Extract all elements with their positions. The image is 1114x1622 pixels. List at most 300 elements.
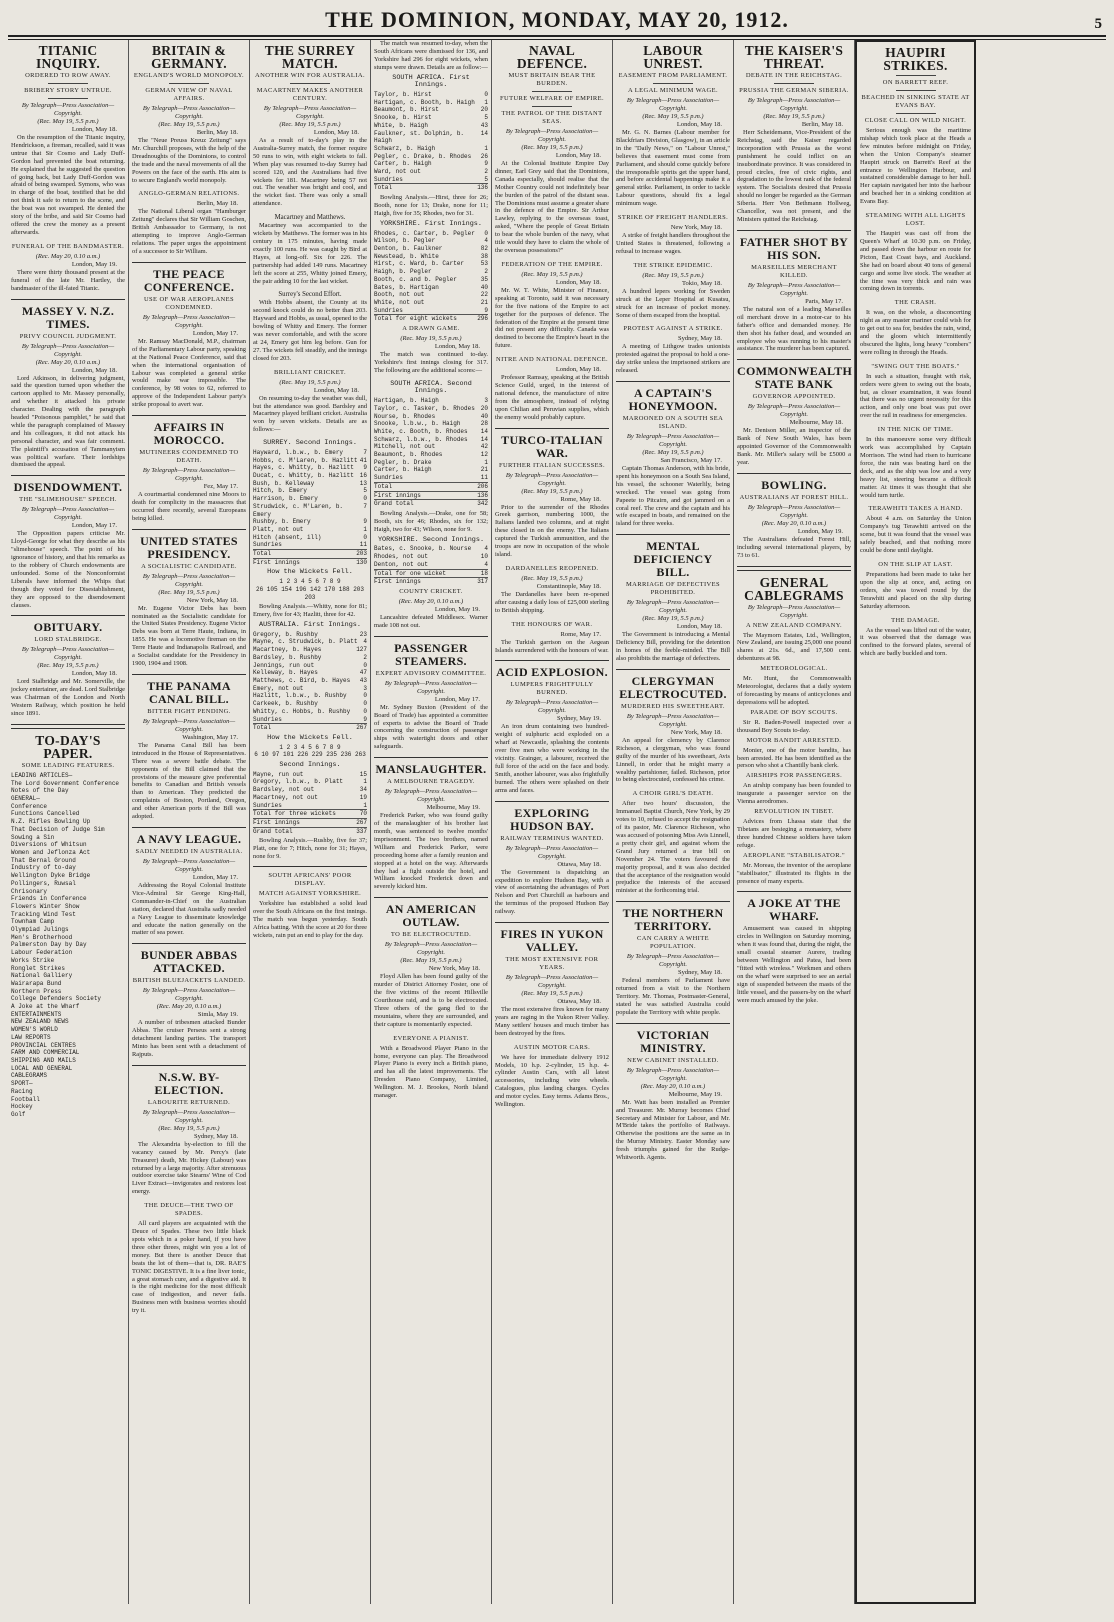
batsman: Taylor, c. Tasker, b. Rhodes	[374, 404, 475, 412]
article-father-shot	[737, 236, 851, 353]
batsman: Sundries	[374, 306, 403, 314]
runs: 42	[480, 443, 488, 451]
masthead-title: THE DOMINION, MONDAY, MAY 20, 1912.	[325, 7, 789, 32]
subheadline: DEBATE IN THE REICHSTAG.	[745, 72, 843, 79]
runs: 5	[363, 487, 367, 495]
article-clergyman	[616, 675, 730, 784]
score-total-row	[253, 558, 367, 567]
section-swing-boats	[860, 363, 971, 420]
runs: 11	[359, 541, 367, 549]
dateline: Paris, May 17.	[805, 297, 843, 305]
score-row	[374, 91, 488, 99]
batsman: Mitchell, not out	[374, 443, 436, 451]
cablegram-heading: MOTOR BANDIT ARRESTED.	[746, 736, 842, 744]
total-value: 136	[477, 184, 488, 192]
received-time: (Rec. May 20, 0.10 a.m.)	[35, 252, 101, 260]
article-body: The Panama Canal Bill has been introduced in the House of Representatives. There was a severe battle debate. The opponents of the Bill claimed that the provisions of the measure give preferential benefits to Canadian and British vessels than to American. They predicted the complaints of Boston, Portland, Oregon, and other American ports if the Bill was adopted.	[132, 741, 246, 821]
subheadline: LABOURITE RETURNED.	[147, 1098, 231, 1106]
batsman: Whitty, c. Hobbs, b. Rushby	[253, 707, 351, 715]
contents-item: Industry of to-day	[11, 864, 76, 872]
score-row	[253, 794, 367, 802]
batsman: Taylor, b. Hirst	[374, 91, 432, 99]
byline: By Telegraph—Press Association—Copyright.	[142, 572, 236, 588]
runs: 0	[363, 707, 367, 715]
score-row	[374, 451, 488, 459]
score-row	[374, 466, 488, 474]
contents-item: Wellington Dyke Bridge	[11, 872, 91, 880]
score-row	[253, 472, 367, 480]
byline: By Telegraph—Press Association—Copyright.	[505, 974, 599, 990]
runs: 4	[484, 545, 488, 553]
column-3	[250, 40, 371, 1604]
divider	[616, 901, 730, 902]
dateline: London, May 18.	[555, 366, 601, 374]
contents-item: Football	[11, 1095, 40, 1103]
headline: PASSENGER STEAMERS.	[394, 640, 468, 668]
batsman: Matthews, c. Bird, b. Hayes	[253, 676, 351, 684]
subheadline: LUMPERS FRIGHTFULLY BURNED.	[510, 681, 594, 697]
article-general-cablegrams	[737, 576, 851, 886]
contents-item: Men's Brotherhood	[11, 933, 73, 941]
headline: AFFAIRS IN MOROCCO.	[153, 420, 225, 448]
dateline: Melbourne, May 19.	[668, 1090, 722, 1098]
runs: 20	[480, 106, 488, 114]
subheadline: CAN CARRY A WHITE POPULATION.	[637, 935, 709, 951]
headline: FIRES IN YUKON VALLEY.	[500, 927, 604, 955]
subheadline: ENGLAND'S WORLD MONOPOLY.	[133, 72, 245, 79]
score-row	[374, 436, 488, 444]
subheadline: BRILLIANT CRICKET.	[274, 368, 346, 376]
score-total-row	[374, 314, 488, 323]
contents-item: SPORT—	[11, 1080, 33, 1088]
divider	[132, 674, 246, 675]
runs: 127	[356, 646, 367, 654]
article-disendowment	[11, 481, 125, 609]
score-row	[374, 553, 488, 561]
divider	[132, 827, 246, 828]
total-value: 267	[356, 818, 367, 826]
wickets-numbers: 1 2 3 4 5 6 7 8 9	[279, 743, 341, 751]
runs: 28	[480, 420, 488, 428]
total-value: 317	[477, 578, 488, 586]
article-body: Lancashire defeated Middlesex. Warner made 108 not out.	[374, 613, 488, 629]
total-label: Total	[253, 724, 272, 732]
received-time: (Rec. May 19, 5.5 p.m.)	[158, 121, 220, 128]
byline: By Telegraph—Press Association—Copyright.	[505, 471, 599, 487]
batsman: Booth, c. and b. Pegler	[374, 275, 457, 283]
dateline: London, May 17.	[434, 695, 480, 703]
batsman: Hitch, b. Emery	[253, 487, 308, 495]
batsman: Beaumont, b. Hirst	[374, 106, 439, 114]
runs: 9	[484, 306, 488, 314]
batsman: Schwarz, l.b.w., b. Rhodes	[374, 435, 468, 443]
byline: By Telegraph—Press Association—Copyright.	[505, 699, 599, 715]
byline: By Telegraph—Press Association—Copyright.	[21, 102, 115, 117]
batsman: Newstead, b. White	[374, 252, 439, 260]
contents-item: N.Z. Rifles Bowling Up	[11, 818, 91, 826]
contents-item: Hockey	[11, 1103, 33, 1111]
score-row	[374, 545, 488, 553]
score-row	[253, 692, 367, 700]
article-bowling	[737, 479, 851, 560]
runs: 19	[359, 793, 367, 801]
score-row	[374, 168, 488, 176]
article-body: Preparations had been made to take her upon the slip at once, and, acting on orders, she was towed round by the Terawhiti and placed on the slip during Saturday afternoon.	[860, 570, 971, 610]
score-row	[253, 480, 367, 488]
batsman: Kelleway, b. Hayes	[253, 669, 318, 677]
byline: By Telegraph—Press Association—Copyright.	[142, 717, 236, 733]
wickets-table	[253, 735, 367, 759]
runs: 26	[480, 152, 488, 160]
cablegram-heading: AIRSHIPS FOR PASSENGERS.	[745, 772, 843, 780]
scorecard-title: Second Innings.	[279, 761, 341, 770]
article-body: After two hours' discussion, the Immanuel Baptist Church, New York, by 29 votes to 10, refused to accept the resignation of its pastor, Mr. Clarence Richeson, who was accused of poisoning Miss Avis Linnell, a pretty choir girl, and against whom the Grand Jury returned a true bill on November 24. The voters favoured the majority proposal, and it was also decided that the acceptance of the resignation would prejudice the interests of the accused minister at the forthcoming trial.	[616, 800, 731, 895]
headline: TO-DAY'S PAPER.	[35, 732, 101, 761]
total-value: 296	[477, 315, 488, 323]
byline: By Telegraph—Press Association—Copyright.	[626, 97, 720, 112]
article-nsw-election	[132, 1071, 246, 1196]
article-surreys-second	[253, 291, 367, 362]
runs: 38	[480, 252, 488, 260]
subheadline: NEW CABINET INSTALLED.	[627, 1056, 719, 1064]
article-honours	[495, 621, 609, 655]
divider	[253, 866, 367, 867]
batsman: Ward, not out	[374, 168, 421, 176]
runs: 14	[480, 129, 488, 137]
contents-item: CABLEGRAMS	[11, 1072, 48, 1080]
runs: 41	[359, 456, 367, 464]
batsman: Bates, b. Hartigan	[374, 283, 439, 291]
subheadline: TERAWHITI TAKES A HAND.	[868, 505, 963, 513]
runs: 2	[484, 268, 488, 276]
scorecard	[374, 537, 488, 586]
score-row	[374, 130, 488, 145]
runs: 47	[359, 669, 367, 677]
scorecard-title: YORKSHIRE. Second Innings.	[377, 535, 485, 544]
article-body: Federal members of Parliament have returned from a visit to the Northern Territory. Mr. Thomas, Postmaster-General, stated he was satisfied Australia could populate the Territory with white people.	[616, 977, 730, 1016]
score-row	[253, 716, 367, 724]
received-time: (Rec. May 19, 5.5 p.m.)	[521, 270, 583, 278]
score-row	[253, 786, 367, 794]
article-body: The Australians defeated Forest Hill, including several international players, by 73 to 61.	[737, 535, 851, 559]
dateline: Sydney, May 18.	[194, 1132, 238, 1140]
headline: OBITUARY.	[33, 620, 103, 635]
article-kaisers-threat	[737, 44, 851, 224]
contents-item: Northern Press	[11, 987, 62, 995]
article-body: The Government is dispatching an expedition to explore Hudson Bay, with a view of ascertaining the advantages of Port Nelson and Port Churchill as harbours and the terminus of the proposed Hudson Bay railway.	[495, 868, 609, 916]
subheadline: FUTURE WELFARE OF EMPIRE.	[499, 95, 604, 102]
headline: LABOUR UNREST.	[643, 43, 703, 71]
dateline: London, May 18.	[313, 386, 359, 394]
article-body: Lord Stalbridge and Mr. Somerville, the jockey entertainer, are dead. Lord Stalbridge was Chairman of the London and North Western Railway, which position he held since 1891.	[11, 678, 125, 718]
received-time: (Rec. May 19, 5.5 p.m.)	[37, 118, 99, 125]
divider	[11, 299, 125, 300]
separator	[774, 83, 814, 84]
byline: By Telegraph—Press Association—Copyright.	[747, 503, 841, 519]
score-row	[374, 253, 488, 261]
subheadline: PROTEST AGAINST A STRIKE.	[623, 325, 723, 333]
article-body: An appeal for clemency by Clarence Richeson, a clergyman, who was found guilty of the murder of his sweetheart, Avis Linnell, in order that he might marry a wealthy parishioner, failed. Richeson, prior to being electrocuted, confessed his crime.	[616, 736, 730, 784]
score-total-row	[374, 183, 488, 192]
batsman: Sundries	[253, 541, 282, 549]
separator	[532, 91, 572, 92]
headline: A CAPTAIN'S HONEYMOON.	[628, 386, 718, 414]
score-row	[374, 413, 488, 421]
subheadline: FEDERATION OF THE EMPIRE.	[501, 260, 603, 268]
subheadline: THE DAMAGE.	[891, 616, 940, 624]
headline: BOWLING.	[761, 477, 827, 492]
received-time: (Rec. May 19, 5.5 p.m.)	[642, 449, 704, 457]
article-body: A strike of freight handlers throughout the United States is threatened, following a refusal to increase wages.	[616, 232, 730, 255]
article-nitre	[495, 356, 609, 421]
divider	[132, 943, 246, 944]
article-body: Captain Thomas Anderson, with his bride, spent his honeymoon on a South Sea Island, his vessel, the schooner Waterlily, being wrecked. The vessel was going from Papeete to Pitcairn, and got jammed on a coral reef. The crew and the captain and his wife escaped in boats, and remained on the island for three weeks.	[616, 465, 730, 528]
contents-item: Flowers Winter Show	[11, 902, 80, 910]
runs: 4	[484, 237, 488, 245]
batsman: Bates, c. Snooke, b. Nourse	[374, 545, 472, 553]
article-body: With Hobbs absent, the County at its second knock could do no better than 203. Hayward and Hobbs, as usual, opened to the bowling of Whitty and Emery. The former was never comfortable, and with the score at 24, Emery got him leg before. Gun for 27. The wickets fell steadily, and the innings closed for 203.	[253, 299, 367, 362]
batsman: Rhodes, not out	[374, 553, 429, 561]
article-body: Amusement was caused in shipping circles in Wellington on Saturday morning, when it was found that, during the night, the small coastal steamer Aurere, trading between Wellington and Patea, had been "fitted with wireless." Workmen and others on the wharf were surprised to see an aerial sign of suspended between the masts of the little vessel, and the passers-by on the wharf were much amused by the joke.	[737, 925, 851, 1004]
section-crash	[860, 299, 971, 356]
dateline: London, May 19.	[797, 527, 843, 535]
subheadline: PRUSSIA THE GERMAN SIBERIA.	[739, 87, 849, 94]
dateline: New York, May 18.	[186, 596, 238, 604]
article-body: At the Colonial Institute Empire Day dinner, Earl Grey said that the Dominions, Canada especially, should realise that the Mother Country could not indefinitely bear the burden of the patrol of the distant seas. The Dominions must assume a greater share in the defence of the Empire. Sir Arthur Lawley, replying to the overseas toast, asked, "Where the people of Great Britain to bear the whole burden of the navy, what title would they have to claim the whole of the overseas possessions?"	[495, 160, 609, 254]
article-body: Addressing the Royal Colonial Institute Vice-Admiral Sir George King-Hall, Commander-in-Chief on the Australian station, declared that Australia sadly needed a Navy League to disseminate knowledge and educate the nation generally on the matter of sea power.	[132, 881, 246, 937]
score-row	[374, 284, 488, 292]
received-time: (Rec. May 19, 5.5 p.m.)	[521, 144, 583, 151]
runs: 22	[480, 291, 488, 299]
article-navy-league	[132, 833, 246, 937]
batsman: Sundries	[374, 474, 403, 482]
article-dardanelles	[495, 565, 609, 615]
divider	[132, 262, 246, 263]
contents-item: Women and Jeflonza Act	[11, 849, 91, 856]
separator	[290, 83, 330, 84]
runs: 0	[363, 533, 367, 541]
headline: MANSLAUGHTER.	[375, 762, 487, 777]
dateline: Washington, May 17.	[182, 733, 238, 741]
batsman: Bardsley, b. Rushby	[253, 653, 322, 661]
subheadline: A SOCIALISTIC CANDIDATE.	[141, 562, 237, 570]
dateline: Ottawa, May 18.	[557, 860, 601, 868]
received-time: (Rec. May 19, 5.5 p.m.)	[642, 615, 704, 623]
total-label: Grand total	[253, 827, 293, 835]
subheadline: A DRAWN GAME.	[402, 325, 460, 333]
total-value: 342	[477, 500, 488, 508]
advertisement-spades	[132, 1202, 246, 1315]
contents-item: Diversions of Whitsun	[11, 841, 87, 849]
article-victorian-ministry	[616, 1029, 730, 1162]
runs: 16	[359, 472, 367, 479]
received-time: (Rec. May 19, 5.5 p.m.)	[642, 271, 704, 279]
headline: THE SURREY MATCH.	[264, 43, 356, 71]
contents-item: College Defenders Society	[11, 995, 102, 1003]
score-row	[253, 503, 367, 518]
article-peace-conference	[132, 268, 246, 409]
score-row	[253, 685, 367, 693]
score-total-row	[253, 723, 367, 732]
advertisement-austin	[495, 1044, 609, 1109]
score-row	[374, 122, 488, 130]
batsman: Hazlitt, l.b.w., b. Rushby	[253, 692, 347, 700]
contents-item: That Bernal Ground	[11, 856, 76, 864]
dateline: Sydney, May 19.	[557, 715, 601, 723]
contents-item: Functions Cancelled	[11, 810, 80, 818]
runs: 23	[359, 630, 367, 638]
subheadline: RAILWAY TERMINUS WANTED.	[500, 834, 604, 842]
dateline: London, May 18.	[434, 343, 480, 351]
contents-item: Golf	[11, 1110, 26, 1118]
dateline: New York, May 18.	[670, 728, 722, 736]
runs: 9	[484, 160, 488, 168]
section-terawhiti	[860, 505, 971, 555]
dateline: London, May 18.	[71, 670, 117, 678]
scorecard-title: YORKSHIRE. First Innings.	[380, 219, 482, 228]
runs: 0	[363, 700, 367, 708]
score-row	[253, 646, 367, 654]
batsman: Gregory, l.b.w., b. Platt	[253, 778, 344, 786]
runs: 1	[484, 458, 488, 466]
scorecard-title: SOUTH AFRICA. First Innings.	[392, 73, 470, 90]
dateline: London, May 19.	[71, 260, 117, 268]
batsman: Macartney, b. Hayes	[253, 646, 322, 654]
article-naval-defence	[495, 44, 609, 255]
scorecard	[253, 440, 367, 566]
score-row	[253, 526, 367, 534]
divider	[132, 1065, 246, 1066]
article-massey	[11, 305, 125, 470]
divider	[495, 922, 609, 923]
contents-item: LEADING ARTICLES—	[11, 771, 73, 779]
subheadline: SOUTH AFRICANS' POOR DISPLAY.	[268, 872, 352, 888]
headline: N.S.W. BY-ELECTION.	[154, 1069, 224, 1097]
headline: A NAVY LEAGUE.	[136, 831, 242, 846]
article-body: Mr. Sydney Buxton (President of the Board of Trade) has appointed a committee of experts to advise the Board of Trade concerning the construction of passenger ships with watertight doors and other safeguards.	[374, 703, 488, 751]
received-time: (Rec. May 19, 5.5 p.m.)	[158, 588, 220, 596]
double-divider	[11, 724, 125, 729]
runs: 7	[363, 502, 367, 510]
dateline: London, May 18.	[676, 623, 722, 631]
wickets-title: How the Wickets Fell.	[267, 568, 353, 577]
article-protest-strike	[616, 325, 730, 375]
article-todays-paper	[11, 734, 125, 1119]
batsman: Gregory, b. Rushby	[253, 630, 318, 638]
separator	[896, 113, 936, 114]
score-row	[374, 106, 488, 114]
byline: By Telegraph—Press Association—Copyright.	[626, 953, 720, 969]
subheadline: AUSTRALIANS AT FOREST HILL.	[739, 493, 849, 501]
score-row	[374, 160, 488, 168]
runs: 34	[359, 786, 367, 794]
contents-item: SHIPPING AND MAILS	[11, 1056, 76, 1064]
dateline: Sydney, May 18.	[678, 335, 722, 343]
contents-item: Wairarapa Bund	[11, 979, 62, 987]
article-body: Macartney was accompanied to the wickets by Matthews. The former was in his century in 175 minutes, having made exactly 100 runs. He was caught by Bird at Hayes, at long-off. Six for 226. The partnership had added 149 runs. Macartney left the score at 255, Whitty joined Emery, the pair adding 10 for the last wicket.	[253, 222, 367, 285]
separator	[532, 106, 572, 107]
article-choir-girl	[616, 790, 730, 895]
batsman: Wilson, b. Pegler	[374, 237, 436, 245]
score-total-row	[374, 569, 488, 578]
contents-item: PROVINCIAL CENTRES	[11, 1041, 76, 1049]
batsman: Snooke, b. Hirst	[374, 114, 432, 122]
score-total-row	[253, 809, 367, 818]
dateline: London, May 19.	[434, 605, 480, 613]
score-row	[374, 230, 488, 238]
headline: THE KAISER'S THREAT.	[744, 43, 844, 71]
article-body: On resuming to-day the weather was dull, but the attendance was good. Bardsley and Macartney played brilliant cricket. Australia won by seven wickets. Details are as follows:—	[253, 394, 367, 434]
total-value: 337	[356, 827, 367, 835]
separator	[653, 83, 693, 84]
received-time: (Rec. May 20, 0.10 a.m.)	[156, 1003, 222, 1011]
score-row	[253, 518, 367, 526]
divider	[11, 615, 125, 616]
received-time: (Rec. May 19, 5.5 p.m.)	[521, 990, 583, 998]
divider	[132, 415, 246, 416]
article-body: Prior to the surrender of the Rhodes Greek garrison, numbering 1000, the Italians landed two columns, and at night these closed in on the enemy. The Italians captured the Turkish ammunition, and the troops are now in occupation of the whole island.	[495, 503, 609, 558]
article-body: About 4 a.m. on Saturday the Union Company's tug Terawhiti arrived on the scene, but it was found that the vessel was safely beached, and that nothing more could be done until daylight.	[860, 515, 971, 555]
runs: 3	[363, 684, 367, 692]
batsman: Sundries	[253, 715, 282, 723]
dateline: Melbourne, May 18.	[789, 419, 843, 427]
headline: GENERAL CABLEGRAMS	[744, 574, 844, 603]
contents-item: The Lord Government Conference	[11, 779, 120, 787]
divider	[374, 636, 488, 637]
total-value: 267	[356, 724, 367, 732]
divider	[616, 669, 730, 670]
headline: A JOKE AT THE WHARF.	[747, 896, 841, 924]
score-row	[253, 700, 367, 708]
headline: COMMONWEALTH STATE BANK	[737, 364, 853, 392]
received-time: (Rec. May 20, 0.10 a.m.)	[398, 597, 464, 605]
bowling-analysis: Bowling Analysis.—Hirst, three for 26; Booth, none for 13; Drake, none for 11; Haigh, five for 35; Rhodes, two for 31.	[374, 194, 488, 217]
column-4	[371, 40, 492, 1604]
total-value: 203	[356, 550, 367, 558]
dateline: London, May 18.	[555, 278, 601, 286]
contents-item: LOCAL AND GENERAL	[11, 1064, 73, 1072]
score-row	[253, 449, 367, 457]
score-total-row	[374, 577, 488, 586]
subheadline: ORDERED TO ROW AWAY.	[25, 72, 111, 79]
article-body: The National Liberal organ "Hamburger Zeitung" declares that Sir William Goschen, British Ambassador to Germany, is not attempting to improve Anglo-German relations. The paper urges the appointment of a successor to Sir William.	[132, 208, 246, 255]
scorecard-title: SOUTH AFRICA. Second Innings.	[390, 379, 472, 396]
dateline: Melbourne, May 19.	[426, 804, 480, 812]
article-manslaughter	[374, 763, 488, 891]
score-row	[374, 176, 488, 184]
article-turco-italian	[495, 434, 609, 559]
contents-item: Racing	[11, 1087, 33, 1095]
article-body: Mr. W. T. White, Minister of Finance, speaking at Toronto, said it was necessary for the five nations of the Empire to act together for the purposes of defence. The federation of the Empire at the present time did not present any difficulty. Canada was destined to become the Empire's heart in the future.	[495, 286, 609, 350]
runs: 21	[480, 298, 488, 306]
score-total-row	[374, 482, 488, 491]
score-row	[374, 428, 488, 436]
batsman: White, c. Booth, b. Rhodes	[374, 427, 468, 435]
byline: By Telegraph—Press Association—Copyright.	[142, 857, 236, 873]
article-american-outlaw	[374, 903, 488, 1028]
received-time: (Rec. May 19, 5.5 p.m.)	[400, 957, 462, 965]
article-federation	[495, 261, 609, 350]
contents-item: A Joke at the Wharf	[11, 1003, 80, 1011]
batsman: Hitch (absent, ill)	[253, 533, 322, 541]
column-1	[8, 40, 129, 1604]
headline: NAVAL DEFENCE.	[516, 43, 588, 71]
batsman: Ducat, c. Whitty, b. Hazlitt	[253, 472, 354, 479]
total-value: 130	[356, 558, 367, 566]
score-row	[374, 268, 488, 276]
divider	[495, 801, 609, 802]
divider	[737, 230, 851, 231]
